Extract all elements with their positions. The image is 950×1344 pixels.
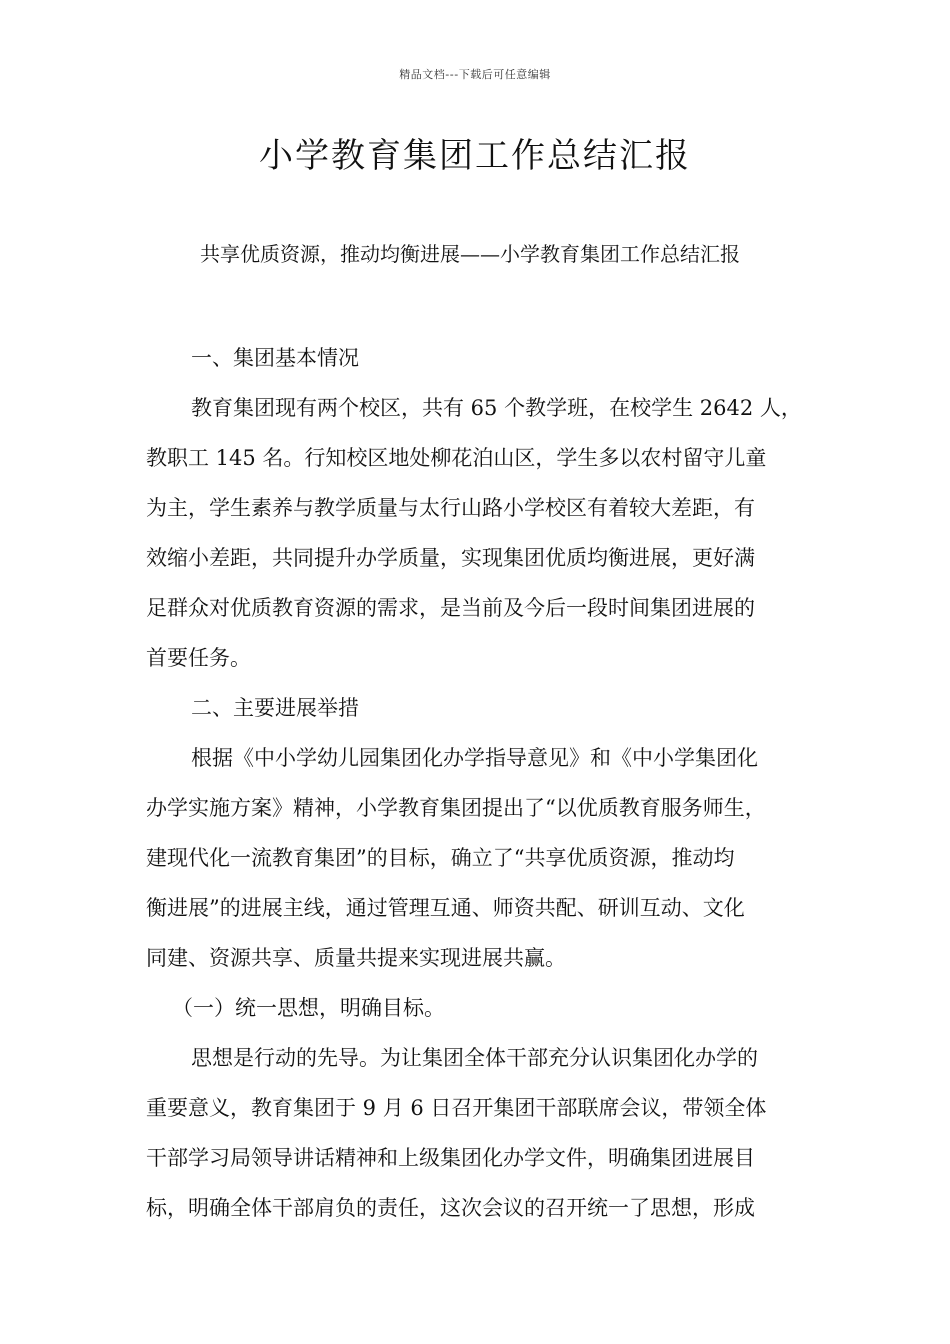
body-line: 为主，学生素养与教学质量与太行山路小学校区有着较大差距，有 bbox=[146, 496, 755, 520]
body-line: 标，明确全体干部肩负的责任，这次会议的召开统一了思想，形成 bbox=[146, 1196, 755, 1220]
document-title: 小学教育集团工作总结汇报 bbox=[259, 136, 691, 176]
body-line: 同建、资源共享、质量共提来实现进展共赢。 bbox=[146, 946, 566, 970]
body-line: 衡进展”的进展主线，通过管理互通、师资共配、研训互动、文化 bbox=[146, 896, 745, 920]
body-line: 干部学习局领导讲话精神和上级集团化办学文件，明确集团进展目 bbox=[146, 1146, 755, 1170]
section-heading-2: 二、主要进展举措 bbox=[191, 696, 359, 720]
document-body bbox=[146, 333, 816, 1233]
document-subtitle: 共享优质资源，推动均衡进展——小学教育集团工作总结汇报 bbox=[200, 242, 740, 266]
header-note: 精品文档---下载后可任意编辑 bbox=[399, 68, 551, 81]
body-line: 首要任务。 bbox=[146, 646, 251, 670]
body-line: 效缩小差距，共同提升办学质量，实现集团优质均衡进展，更好满 bbox=[146, 546, 755, 570]
body-line: 教职工 145 名。行知校区地处柳花泊山区，学生多以农村留守儿童 bbox=[146, 446, 767, 470]
body-line: 根据《中小学幼儿园集团化办学指导意见》和《中小学集团化 bbox=[191, 746, 758, 770]
body-line: 教育集团现有两个校区，共有 65 个教学班，在校学生 2642 人， bbox=[191, 396, 802, 420]
subsection-heading-1: （一）统一思想，明确目标。 bbox=[172, 996, 445, 1020]
body-line: 重要意义，教育集团于 9 月 6 日召开集团干部联席会议，带领全体 bbox=[146, 1096, 767, 1120]
body-line: 办学实施方案》精神，小学教育集团提出了“以优质教育服务师生， bbox=[146, 796, 766, 820]
body-line: 思想是行动的先导。为让集团全体干部充分认识集团化办学的 bbox=[191, 1046, 758, 1070]
body-line: 足群众对优质教育资源的需求，是当前及今后一段时间集团进展的 bbox=[146, 596, 755, 620]
section-heading-1: 一、集团基本情况 bbox=[191, 346, 359, 370]
body-line: 建现代化一流教育集团”的目标，确立了“共享优质资源，推动均 bbox=[146, 846, 735, 870]
